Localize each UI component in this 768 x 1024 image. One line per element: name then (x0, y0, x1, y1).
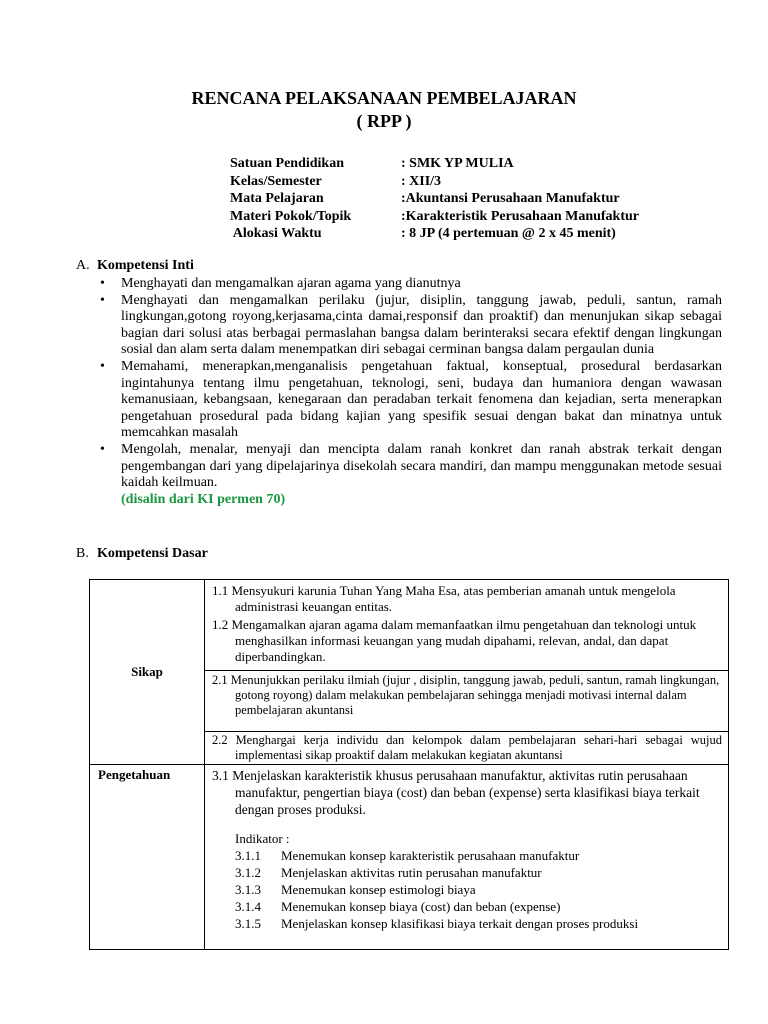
info-label: Satuan Pendidikan (230, 156, 344, 171)
kompetensi-dasar-table (89, 579, 729, 950)
document-subtitle: ( RPP ) (356, 111, 412, 131)
list-item: • Mengolah, menalar, menyaji dan mencipta dalam ranah konkret dan ranah abstrak terkait dengan pengembangan dari yang dipelajarinya disekolah secara mandiri, dan mampu menggunakan metode sesuai kaidah keilmuan. (100, 442, 722, 492)
indikator-item (205, 864, 728, 881)
info-row-satuan (230, 155, 639, 173)
info-value: :Karakteristik Perusahaan Manufaktur (401, 208, 639, 224)
kd-item: 1.1 Mensyukuri karunia Tuhan Yang Maha Esa, atas pemberian amanah untuk mengelola administrasi keuangan entitas. (212, 583, 676, 614)
info-label: Alokasi Waktu (230, 226, 322, 241)
indikator-item (205, 898, 728, 915)
table-cell (205, 765, 729, 950)
indikator-item (205, 881, 728, 898)
indikator-number: 3.1.1 (235, 848, 261, 863)
info-value: : SMK YP MULIA (401, 156, 514, 171)
info-row-kelas (230, 173, 639, 191)
section-b-heading (76, 546, 208, 562)
section-number: A. (76, 258, 90, 273)
indikator-text: Menemukan konsep biaya (cost) dan beban (expense) (281, 899, 561, 914)
indikator-text: Menemukan konsep estimologi biaya (281, 882, 476, 897)
kd-item: 1.2 Mengamalkan ajaran agama dalam memanfaatkan ilmu pengetahuan dan teknologi untuk menghasilkan informasi keuangan yang mudah dipahami, relevan, andal, dan dapat diperbandingkan. (212, 617, 697, 664)
identity-block (230, 155, 639, 243)
table-cell (205, 580, 729, 671)
list-item: • Menghayati dan mengamalkan ajaran agama yang dianutnya (100, 276, 722, 293)
kd-item: 2.2 Menghargai kerja individu dan kelompok dalam pembelajaran sehari-hari sebagai wujud implementasi sikap proaktif dalam melakukan kegiatan akuntansi (212, 733, 722, 762)
indikator-number: 3.1.2 (235, 865, 261, 880)
info-row-materi (230, 208, 639, 226)
table-row (90, 765, 729, 950)
source-note: (disalin dari KI permen 70) (121, 491, 286, 507)
section-number: B. (76, 546, 89, 561)
info-row-mapel (230, 190, 639, 208)
table-cell (205, 671, 729, 732)
category-pengetahuan: Pengetahuan (90, 765, 205, 950)
info-value: : XII/3 (401, 173, 442, 189)
section-title: Kompetensi Dasar (97, 546, 208, 561)
info-value: : 8 JP (4 pertemuan @ 2 x 45 menit) (401, 226, 616, 241)
indikator-title: Indikator : (235, 831, 290, 846)
document-title: RENCANA PELAKSANAAN PEMBELAJARAN (191, 88, 577, 108)
section-a-heading (76, 258, 194, 274)
indikator-item (205, 915, 728, 932)
list-item: • Menghayati dan mengamalkan perilaku (jujur, disiplin, tanggung jawab, peduli, santun, ramah lingkungan,gotong royong,kerjasama,cinta damai,responsif dan proaktif) dan menunjukan sikap sebagai bagian dari solusi atas berbagai permaslahan bangsa dalam berinteraksi secara efektif dengan lingkungan sosial dan alam serta dalam menempatkan diri sebagai cerminan bangsa dalam pergaulan dunia (100, 293, 722, 359)
indikator-number: 3.1.4 (235, 899, 261, 914)
indikator-text: Menjelaskan aktivitas rutin perusahan manufaktur (281, 865, 542, 880)
table-cell (205, 732, 729, 765)
kd-item: 2.1 Menunjukkan perilaku ilmiah (jujur , disiplin, tanggung jawab, peduli, santun, ramah lingkungan, gotong royong) dalam melakukan pembelajaran sehingga menjadi motivasi internal dalam pembelajaran akuntansi (212, 673, 720, 717)
indikator-number: 3.1.3 (235, 882, 261, 897)
info-label: Materi Pokok/Topik (230, 208, 352, 224)
info-label: Mata Pelajaran (230, 191, 324, 206)
kompetensi-inti-list (100, 276, 722, 508)
indikator-item (205, 847, 728, 864)
category-sikap: Sikap (90, 580, 205, 765)
list-item: • Memahami, menerapkan,menganalisis pengetahuan faktual, konseptual, prosedural berdasarkan ingintahunya tentang ilmu pengetahuan, teknologi, seni, budaya dan humaniora dengan wawasan kemanusiaan, kebangsaan, kenegaraan dan peradaban terkait fenomena dan kejadian, serta menerapkan pengetahuan prosedural pada bidang kajian yang spesifik sesuai dengan bakat dan minatnya untuk memcahkan masalah (100, 359, 722, 442)
kd-item: 3.1 Menjelaskan karakteristik khusus perusahaan manufaktur, aktivitas rutin perusahaan manufaktur, pengertian biaya (cost) dan beban (expense) serta klasifikasi biaya terkait dengan proses produksi. (212, 768, 700, 817)
indikator-text: Menemukan konsep karakteristik perusahaan manufaktur (281, 848, 580, 863)
section-title: Kompetensi Inti (97, 258, 194, 273)
indikator-text: Menjelaskan konsep klasifikasi biaya terkait dengan proses produksi (281, 916, 639, 931)
info-value: :Akuntansi Perusahaan Manufaktur (401, 191, 620, 206)
info-label: Kelas/Semester (230, 173, 322, 189)
info-row-alokasi (230, 225, 639, 243)
indikator-number: 3.1.5 (235, 916, 261, 931)
table-row (90, 580, 729, 671)
